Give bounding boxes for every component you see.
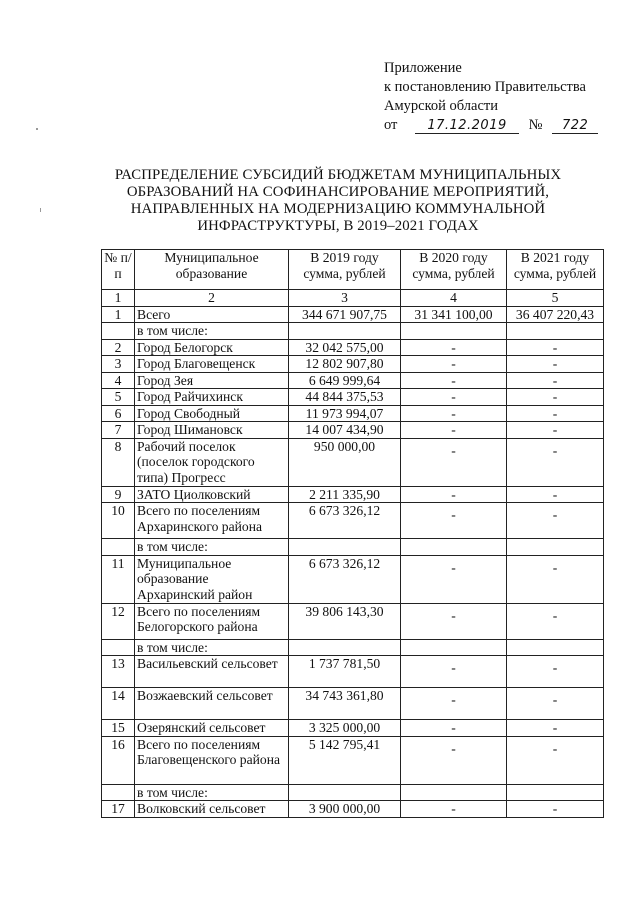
row-value-2021: -: [507, 801, 604, 818]
table-row: [102, 656, 604, 688]
row-value-2021: -: [507, 339, 604, 356]
table-row: [102, 688, 604, 720]
row-value-2019: 12 802 907,80: [289, 356, 401, 373]
row-number: [102, 639, 135, 656]
row-name: Всего по поселениям Архаринского района: [135, 503, 289, 539]
row-number: 17: [102, 801, 135, 818]
row-value-2021: -: [507, 720, 604, 737]
row-number: [102, 539, 135, 556]
row-value-2020: -: [401, 372, 507, 389]
row-value-2020: -: [401, 555, 507, 603]
row-value-2020: -: [401, 356, 507, 373]
row-name: Город Зея: [135, 372, 289, 389]
row-value-2020: -: [401, 389, 507, 406]
table-row: [102, 438, 604, 486]
row-number: 12: [102, 603, 135, 639]
row-value-2019: 32 042 575,00: [289, 339, 401, 356]
row-value-2019: 3 900 000,00: [289, 801, 401, 818]
row-value-2020: -: [401, 603, 507, 639]
row-number: 4: [102, 372, 135, 389]
row-value-2020: -: [401, 405, 507, 422]
subsidy-table: [101, 249, 604, 818]
row-value-2020: [401, 784, 507, 801]
col-number: 1: [102, 290, 135, 307]
row-value-2019: 39 806 143,30: [289, 603, 401, 639]
row-value-2020: [401, 639, 507, 656]
row-value-2020: -: [401, 339, 507, 356]
row-number: 7: [102, 422, 135, 439]
row-value-2019: [289, 539, 401, 556]
row-name: Муниципальное образование Архаринский район: [135, 555, 289, 603]
row-value-2019: 1 737 781,50: [289, 656, 401, 688]
row-name: Волковский сельсовет: [135, 801, 289, 818]
row-value-2021: -: [507, 356, 604, 373]
row-value-2019: 3 325 000,00: [289, 720, 401, 737]
table-row: [102, 639, 604, 656]
table-row: [102, 339, 604, 356]
row-number: 5: [102, 389, 135, 406]
row-number: 14: [102, 688, 135, 720]
table-row: [102, 486, 604, 503]
row-value-2019: 6 673 326,12: [289, 503, 401, 539]
row-name: Город Шимановск: [135, 422, 289, 439]
row-number: 1: [102, 306, 135, 323]
title-line: ОБРАЗОВАНИЙ НА СОФИНАНСИРОВАНИЕ МЕРОПРИЯТИЙ,: [126, 184, 550, 200]
row-value-2019: 5 142 795,41: [289, 736, 401, 784]
row-value-2020: [401, 323, 507, 340]
row-value-2019: [289, 639, 401, 656]
appendix-decree: к постановлению Правительства: [384, 79, 586, 95]
row-value-2021: -: [507, 503, 604, 539]
table-row: [102, 372, 604, 389]
row-value-2020: -: [401, 688, 507, 720]
col-number: 3: [289, 290, 401, 307]
row-value-2019: 44 844 375,53: [289, 389, 401, 406]
row-value-2021: -: [507, 688, 604, 720]
row-name: Всего по поселениям Благовещенского района: [135, 736, 289, 784]
title-line: РАСПРЕДЕЛЕНИЕ СУБСИДИЙ БЮДЖЕТАМ МУНИЦИПАЛЬНЫХ: [114, 167, 562, 183]
col-number: 5: [507, 290, 604, 307]
table-row: [102, 603, 604, 639]
row-value-2019: 6 673 326,12: [289, 555, 401, 603]
col-number: 4: [401, 290, 507, 307]
row-name: в том числе:: [135, 639, 289, 656]
appendix-block: [384, 59, 598, 135]
row-value-2020: -: [401, 422, 507, 439]
row-value-2019: 950 000,00: [289, 438, 401, 486]
header-num: № п/п: [102, 250, 135, 290]
from-label: от: [384, 117, 398, 133]
row-value-2021: [507, 784, 604, 801]
header-2019: В 2019 году сумма, рублей: [289, 250, 401, 290]
table-row: [102, 736, 604, 784]
row-value-2019: [289, 784, 401, 801]
row-name: Возжаевский сельсовет: [135, 688, 289, 720]
row-value-2021: -: [507, 555, 604, 603]
row-value-2020: -: [401, 438, 507, 486]
row-number: 3: [102, 356, 135, 373]
row-value-2021: -: [507, 656, 604, 688]
row-value-2020: 31 341 100,00: [401, 306, 507, 323]
row-value-2020: -: [401, 720, 507, 737]
row-name: в том числе:: [135, 323, 289, 340]
row-number: 16: [102, 736, 135, 784]
column-number-row: [102, 290, 604, 307]
handwritten-number: 722: [552, 118, 598, 134]
row-name: Рабочий поселок (поселок городского типа) Прогресс: [135, 438, 289, 486]
row-number: 11: [102, 555, 135, 603]
row-name: Озерянский сельсовет: [135, 720, 289, 737]
table-row: [102, 405, 604, 422]
table-header-row: [102, 250, 604, 290]
row-name: Всего: [135, 306, 289, 323]
title-line: НАПРАВЛЕННЫХ НА МОДЕРНИЗАЦИЮ КОММУНАЛЬНОЙ: [130, 201, 546, 217]
row-number: 10: [102, 503, 135, 539]
table-row: [102, 784, 604, 801]
row-name: Всего по поселениям Белогорского района: [135, 603, 289, 639]
row-value-2021: -: [507, 422, 604, 439]
table-row: [102, 503, 604, 539]
row-number: 15: [102, 720, 135, 737]
row-value-2019: 11 973 994,07: [289, 405, 401, 422]
row-number: 9: [102, 486, 135, 503]
row-number: 2: [102, 339, 135, 356]
row-value-2021: -: [507, 438, 604, 486]
row-name: Васильевский сельсовет: [135, 656, 289, 688]
row-name: Город Благовещенск: [135, 356, 289, 373]
row-number: 6: [102, 405, 135, 422]
row-value-2021: -: [507, 372, 604, 389]
row-value-2020: -: [401, 801, 507, 818]
table-row: [102, 306, 604, 323]
row-value-2021: 36 407 220,43: [507, 306, 604, 323]
table-row: [102, 389, 604, 406]
row-number: [102, 784, 135, 801]
scan-speck: [36, 128, 38, 130]
row-value-2020: -: [401, 656, 507, 688]
row-name: в том числе:: [135, 784, 289, 801]
row-name: в том числе:: [135, 539, 289, 556]
table-row: [102, 801, 604, 818]
row-value-2021: -: [507, 486, 604, 503]
document-title: [100, 167, 576, 235]
table-row: [102, 323, 604, 340]
row-value-2019: 14 007 434,90: [289, 422, 401, 439]
appendix-region: Амурской области: [384, 98, 498, 114]
table-row: [102, 720, 604, 737]
row-value-2021: [507, 323, 604, 340]
col-number: 2: [135, 290, 289, 307]
row-value-2019: 6 649 999,64: [289, 372, 401, 389]
row-number: [102, 323, 135, 340]
table-row: [102, 422, 604, 439]
header-name: Муниципальное образование: [135, 250, 289, 290]
row-value-2021: -: [507, 405, 604, 422]
row-value-2020: -: [401, 486, 507, 503]
number-label: №: [528, 117, 543, 133]
row-value-2021: -: [507, 389, 604, 406]
row-value-2020: -: [401, 736, 507, 784]
table-row: [102, 539, 604, 556]
header-2021: В 2021 году сумма, рублей: [507, 250, 604, 290]
row-value-2019: 2 211 335,90: [289, 486, 401, 503]
row-number: 8: [102, 438, 135, 486]
title-line: ИНФРАСТРУКТУРЫ, В 2019–2021 ГОДАХ: [197, 218, 479, 234]
scan-speck: [40, 208, 41, 212]
row-number: 13: [102, 656, 135, 688]
row-value-2020: [401, 539, 507, 556]
row-name: ЗАТО Циолковский: [135, 486, 289, 503]
row-name: Город Райчихинск: [135, 389, 289, 406]
row-value-2021: -: [507, 603, 604, 639]
row-value-2019: [289, 323, 401, 340]
header-2020: В 2020 году сумма, рублей: [401, 250, 507, 290]
row-value-2021: [507, 539, 604, 556]
appendix-date-line: [384, 116, 598, 135]
row-value-2019: 34 743 361,80: [289, 688, 401, 720]
table-row: [102, 555, 604, 603]
row-name: Город Белогорск: [135, 339, 289, 356]
row-name: Город Свободный: [135, 405, 289, 422]
appendix-title: Приложение: [384, 60, 462, 76]
row-value-2021: [507, 639, 604, 656]
row-value-2021: -: [507, 736, 604, 784]
row-value-2020: -: [401, 503, 507, 539]
handwritten-date: 17.12.2019: [415, 118, 519, 134]
table-row: [102, 356, 604, 373]
row-value-2019: 344 671 907,75: [289, 306, 401, 323]
